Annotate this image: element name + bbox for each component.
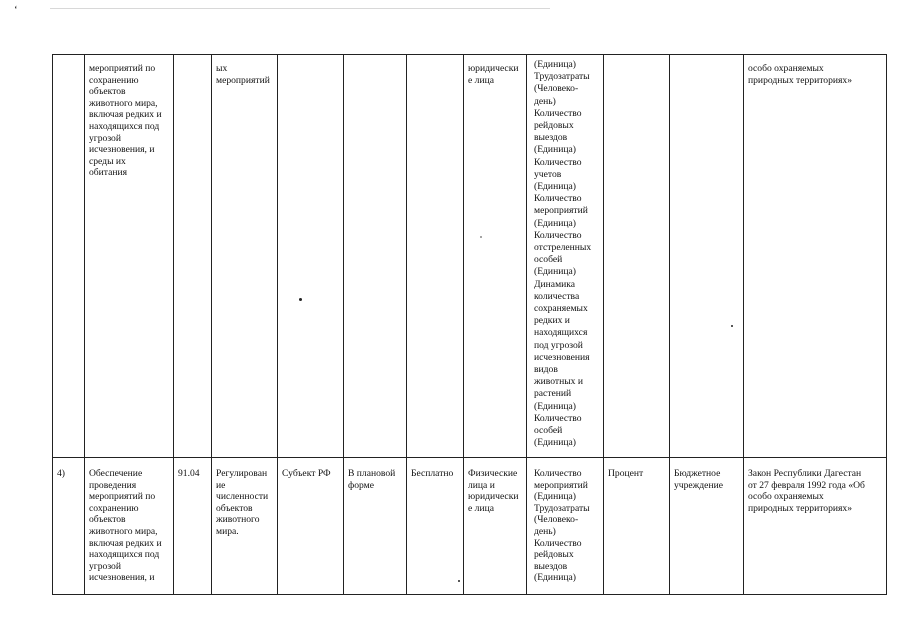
cell-legal-basis: Закон Республики Дагестан от 27 февраля 1992 года «Об особо охраняемых природных территориях» (744, 458, 887, 595)
cell-form (344, 55, 407, 458)
cell-service-name: мероприятий по сохранению объектов животного мира, включая редких и находящихся под угрозой исчезновения, и среды их обитания (85, 55, 174, 458)
cell-content: Регулирован ие численности объектов животного мира. (212, 458, 278, 595)
table-row-4 (53, 458, 887, 595)
cell-consumers: юридически е лица (464, 55, 527, 458)
cell-form: В плановой форме (344, 458, 407, 595)
registry-table (52, 54, 887, 595)
cell-content: ых мероприятий (212, 55, 278, 458)
cell-institution (670, 55, 744, 458)
cell-subject (278, 55, 344, 458)
cell-consumers: Физические лица и юридически е лица (464, 458, 527, 595)
cell-unit: Процент (604, 458, 670, 595)
cell-code (174, 55, 212, 458)
cell-institution: Бюджетное учреждение (670, 458, 744, 595)
corner-mark: ʻ (14, 4, 18, 16)
table-row-continued (53, 55, 887, 458)
scan-edge-line (50, 8, 550, 9)
cell-indicators: Количество мероприятий (Единица) Трудозатраты (Человеко- день) Количество рейдовых выездов (Единица) (527, 458, 604, 595)
cell-service-name: Обеспечение проведения мероприятий по сохранению объектов животного мира, включая редких и находящихся под угрозой исчезновения, и (85, 458, 174, 595)
cell-legal-basis: особо охраняемых природных территориях» (744, 55, 887, 458)
cell-subject: Субъект РФ (278, 458, 344, 595)
cell-number (53, 55, 85, 458)
cell-number: 4) (53, 458, 85, 595)
cell-code: 91.04 (174, 458, 212, 595)
cell-unit (604, 55, 670, 458)
cell-indicators: (Единица) Трудозатраты (Человеко- день) Количество рейдовых выездов (Единица) Количество учетов (Единица) Количество мероприятий (Единица) Количество отстреленных особей (Единица) Динамика количества сохраняемых редких и находящихся под угрозой исчезновения видов животных и растений (Единица) Количество особей (Единица) (527, 55, 604, 458)
cell-paid: Бесплатно (407, 458, 464, 595)
cell-paid (407, 55, 464, 458)
